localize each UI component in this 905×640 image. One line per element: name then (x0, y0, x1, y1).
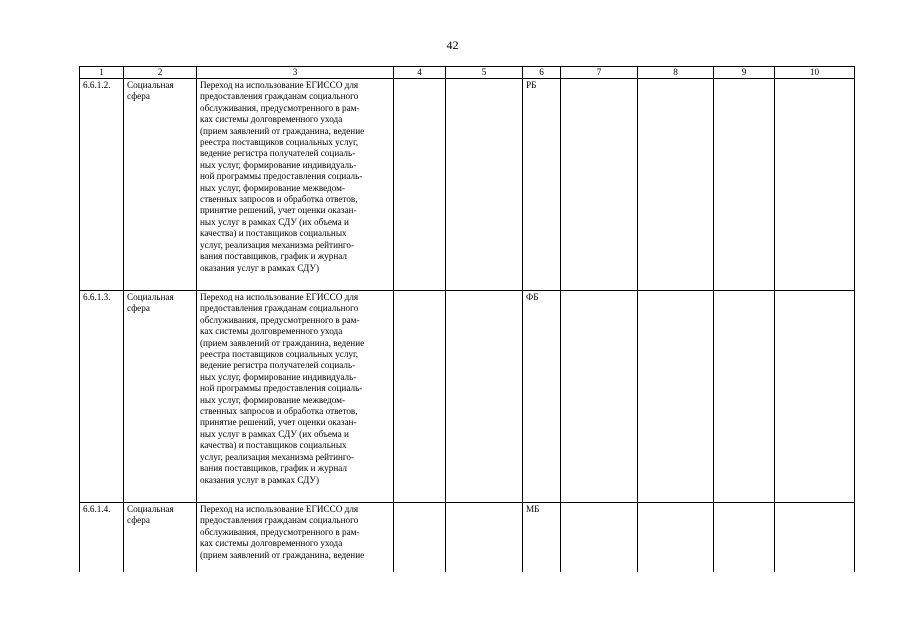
empty-cell (446, 79, 523, 291)
sphere-line: сфера (127, 303, 150, 314)
description-line: качества) и поставщиков социальных (200, 228, 347, 239)
sphere-cell (124, 291, 197, 503)
header-cell-8: 8 (638, 67, 714, 79)
description-line: оказания услуг в рамках СДУ) (200, 474, 320, 485)
description-line: ных услуг, формирование межведом- (200, 182, 346, 193)
sphere-line: Социальная (127, 292, 174, 302)
description-line: качества) и поставщиков социальных (200, 440, 347, 451)
document-table-container (79, 66, 855, 572)
empty-cell (561, 503, 638, 573)
description-line: ках системы долговременного ухода (200, 538, 343, 549)
description-line: услуг, реализация механизма рейтинго- (200, 239, 355, 250)
header-cell-10: 10 (775, 67, 855, 79)
table-row (80, 79, 855, 291)
description-line: принятие решений, учет оценки оказан- (200, 417, 357, 428)
description-line: предоставления гражданам социального (200, 515, 359, 526)
header-cell-6: 6 (523, 67, 561, 79)
empty-cell (561, 79, 638, 291)
sphere-line: сфера (127, 91, 150, 102)
sphere-line: сфера (127, 515, 150, 526)
description-line: оказания услуг в рамках СДУ) (200, 262, 320, 273)
empty-cell (638, 291, 714, 503)
description-line: (прием заявлений от гражданина, ведение (200, 125, 365, 136)
empty-cell (714, 291, 775, 503)
description-line: вания поставщиков, график и журнал (200, 463, 348, 474)
header-cell-5: 5 (446, 67, 523, 79)
header-cell-7: 7 (561, 67, 638, 79)
description-line: ной программы предоставления социаль- (200, 383, 363, 394)
document-table (79, 66, 855, 572)
empty-cell (561, 291, 638, 503)
description-line: реестра поставщиков социальных услуг, (200, 137, 359, 148)
description-line: обслуживания, предусмотренного в рам- (200, 314, 360, 325)
empty-cell (775, 291, 855, 503)
header-cell-1: 1 (80, 67, 124, 79)
empty-cell (638, 79, 714, 291)
funding-source-cell: МБ (523, 503, 561, 573)
empty-cell (394, 503, 446, 573)
empty-cell (446, 503, 523, 573)
description-line: ных услуг, формирование индивидуаль- (200, 159, 357, 170)
description-line: предоставления гражданам социального (200, 303, 359, 314)
description-line: Переход на использование ЕГИССО для (200, 292, 359, 302)
header-cell-9: 9 (714, 67, 775, 79)
description-line: ной программы предоставления социаль- (200, 171, 363, 182)
description-line: (прием заявлений от гражданина, ведение (200, 337, 365, 348)
funding-source-cell: ФБ (523, 291, 561, 503)
item-number: 6.6.1.4. (80, 503, 124, 573)
sphere-cell (124, 503, 197, 573)
header-cell-4: 4 (394, 67, 446, 79)
description-line: обслуживания, предусмотренного в рам- (200, 102, 360, 113)
table-row (80, 291, 855, 503)
description-line: ных услуг, формирование межведом- (200, 394, 346, 405)
description-line: ственных запросов и обработка ответов, (200, 194, 358, 205)
description-line: ственных запросов и обработка ответов, (200, 406, 358, 417)
description-line: ках системы долговременного ухода (200, 114, 343, 125)
header-cell-3: 3 (197, 67, 394, 79)
sphere-cell (124, 79, 197, 291)
description-line: обслуживания, предусмотренного в рам- (200, 526, 360, 537)
funding-source-cell: РБ (523, 79, 561, 291)
description-line: ных услуг в рамках СДУ (их объема и (200, 216, 349, 227)
description-cell (197, 291, 394, 503)
description-line: Переход на использование ЕГИССО для (200, 80, 359, 90)
item-number: 6.6.1.2. (80, 79, 124, 291)
description-line: ных услуг, формирование индивидуаль- (200, 371, 357, 382)
empty-cell (638, 503, 714, 573)
description-line: услуг, реализация механизма рейтинго- (200, 451, 355, 462)
description-line: реестра поставщиков социальных услуг, (200, 349, 359, 360)
description-line: (прием заявлений от гражданина, ведение (200, 549, 365, 560)
header-row (80, 67, 855, 79)
description-cell (197, 503, 394, 573)
header-cell-2: 2 (124, 67, 197, 79)
description-line: Переход на использование ЕГИССО для (200, 504, 359, 514)
table-row (80, 503, 855, 573)
item-number: 6.6.1.3. (80, 291, 124, 503)
description-line: принятие решений, учет оценки оказан- (200, 205, 357, 216)
description-line: предоставления гражданам социального (200, 91, 359, 102)
sphere-line: Социальная (127, 504, 174, 514)
sphere-line: Социальная (127, 80, 174, 90)
description-cell (197, 79, 394, 291)
empty-cell (394, 291, 446, 503)
empty-cell (775, 503, 855, 573)
empty-cell (775, 79, 855, 291)
description-line: ках системы долговременного ухода (200, 326, 343, 337)
description-line: вания поставщиков, график и журнал (200, 251, 348, 262)
empty-cell (714, 503, 775, 573)
description-line: ных услуг в рамках СДУ (их объема и (200, 428, 349, 439)
description-line: ведение регистра получателей социаль- (200, 148, 356, 159)
empty-cell (714, 79, 775, 291)
empty-cell (446, 291, 523, 503)
empty-cell (394, 79, 446, 291)
description-line: ведение регистра получателей социаль- (200, 360, 356, 371)
page-number: 42 (446, 38, 459, 52)
